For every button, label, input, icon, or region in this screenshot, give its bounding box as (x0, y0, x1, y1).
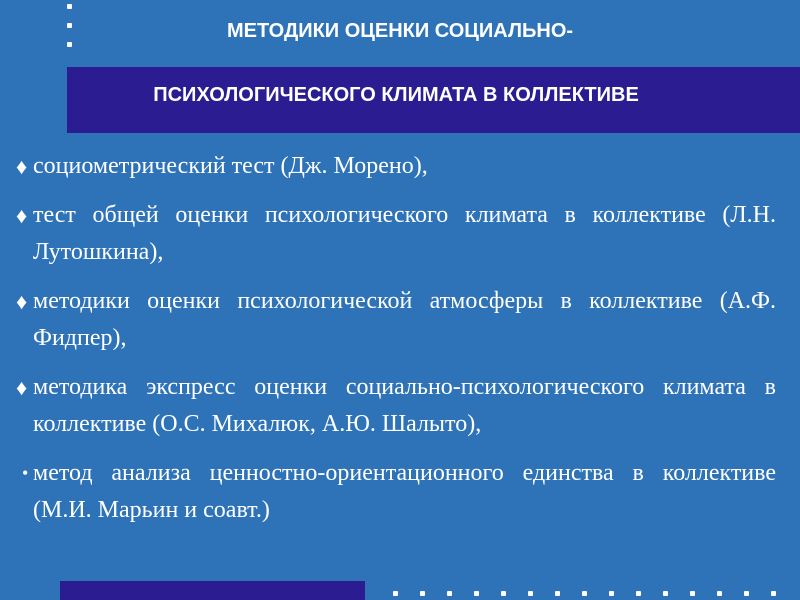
decorative-horizontal-dots (393, 591, 793, 597)
dot (636, 591, 641, 596)
dot (393, 591, 398, 596)
dot (744, 591, 749, 596)
dot (447, 591, 452, 596)
dot (501, 591, 506, 596)
list-item-text: методики оценки психологической атмосферы в коллективе (А.Ф. Фидпер), (33, 288, 776, 351)
diamond-bullet-icon: ♦ (16, 289, 28, 314)
list-item-text: социометрический тест (Дж. Морено), (33, 153, 428, 179)
dot (420, 591, 425, 596)
list-item (16, 148, 776, 185)
dot (771, 591, 776, 596)
diamond-bullet-icon: ♦ (16, 154, 28, 179)
list-item (16, 455, 776, 529)
dot (555, 591, 560, 596)
list-item-text: тест общей оценки психологического климата в коллективе (Л.Н. Лутошкина), (33, 202, 776, 265)
list-item-text: методика экспресс оценки социально-психологического климата в коллективе (О.С. Михалюк, А.Ю. Шалыто), (33, 374, 776, 437)
dot (663, 591, 668, 596)
dot (474, 591, 479, 596)
diamond-bullet-icon: ♦ (16, 375, 28, 400)
dot (67, 4, 72, 9)
dot (609, 591, 614, 596)
dot (582, 591, 587, 596)
dot (690, 591, 695, 596)
list-item (16, 369, 776, 443)
list-item (16, 283, 776, 357)
list-item-text: метод анализа ценностно-ориентационного единства в коллективе (М.И. Марьин и соавт.) (33, 460, 776, 523)
dot (528, 591, 533, 596)
dot (717, 591, 722, 596)
dot-bullet-icon: • (22, 463, 29, 483)
methods-list (16, 148, 776, 541)
diamond-bullet-icon: ♦ (16, 203, 28, 228)
slide-title-line1: МЕТОДИКИ ОЦЕНКИ СОЦИАЛЬНО- (226, 20, 574, 42)
list-item (16, 197, 776, 271)
slide-title-line2: ПСИХОЛОГИЧЕСКОГО КЛИМАТА В КОЛЛЕКТИВЕ (153, 84, 639, 106)
bottom-band (60, 581, 365, 600)
